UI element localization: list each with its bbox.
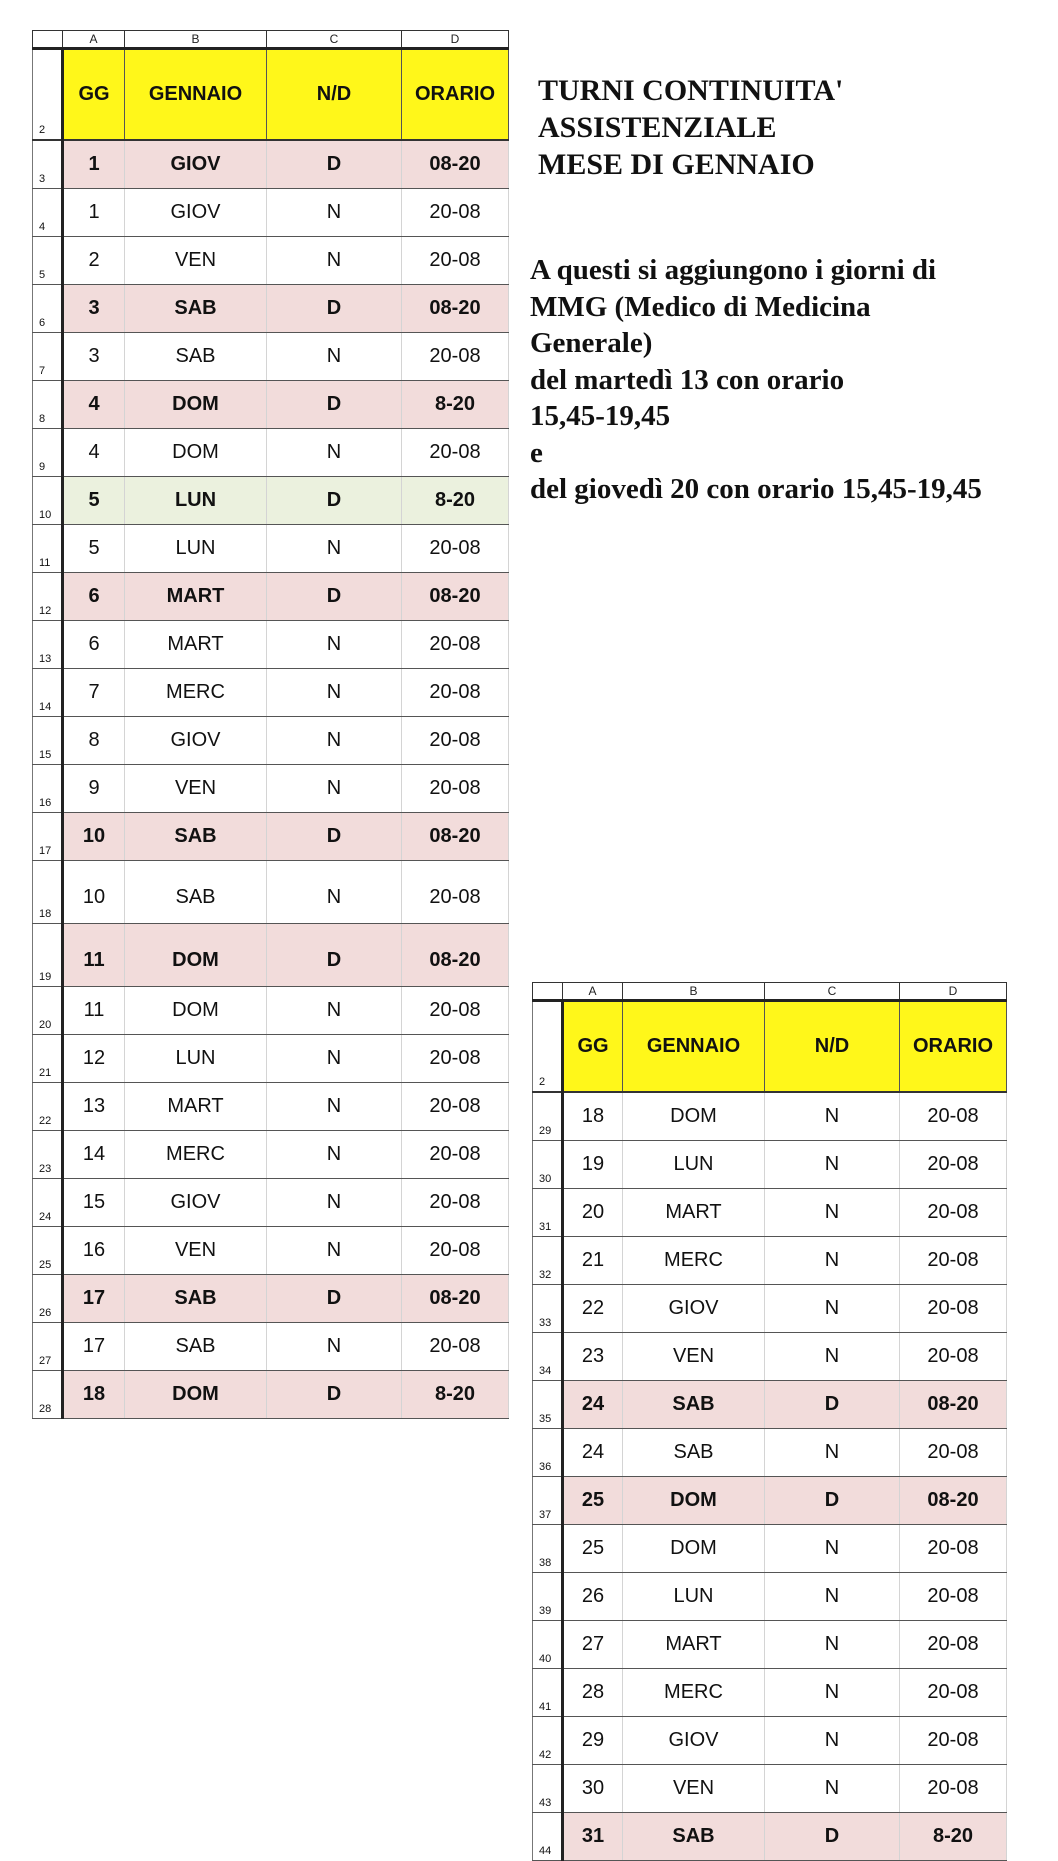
row-number: 43	[533, 1765, 563, 1813]
cell-day: VEN	[125, 765, 267, 813]
row-number: 3	[33, 140, 63, 189]
cell-nd: N	[267, 333, 402, 381]
cell-gg: 10	[63, 813, 125, 861]
row-number: 27	[33, 1323, 63, 1371]
row-number: 5	[33, 237, 63, 285]
cell-gg: 11	[63, 924, 125, 987]
title-line: MESE DI GENNAIO	[538, 148, 815, 181]
cell-gg: 12	[63, 1035, 125, 1083]
cell-gg: 7	[63, 669, 125, 717]
cell-orario: 20-08	[900, 1092, 1007, 1141]
cell-orario: 20-08	[402, 1179, 509, 1227]
cell-day: DOM	[623, 1092, 765, 1141]
cell-day: DOM	[623, 1525, 765, 1573]
row-number: 19	[33, 924, 63, 987]
cell-day: DOM	[125, 381, 267, 429]
cell-nd: N	[267, 669, 402, 717]
title-line: TURNI CONTINUITA'	[538, 74, 844, 107]
row-number: 38	[533, 1525, 563, 1573]
cell-gg: 21	[563, 1237, 623, 1285]
row-number: 23	[33, 1131, 63, 1179]
cell-gg: 3	[63, 285, 125, 333]
row-number: 2	[33, 49, 63, 141]
cell-orario: 20-08	[402, 1131, 509, 1179]
cell-gg: 31	[563, 1813, 623, 1861]
cell-gg: 30	[563, 1765, 623, 1813]
table-row	[533, 1477, 1007, 1525]
cell-nd: N	[267, 1131, 402, 1179]
shift-table-2	[532, 982, 1007, 1861]
table-row	[33, 381, 509, 429]
cell-orario: 20-08	[900, 1621, 1007, 1669]
cell-orario: 20-08	[402, 237, 509, 285]
header-gg: GG	[63, 49, 125, 141]
cell-gg: 2	[63, 237, 125, 285]
table-row	[33, 1131, 509, 1179]
col-letter: B	[623, 983, 765, 1001]
cell-gg: 19	[563, 1141, 623, 1189]
cell-orario: 20-08	[900, 1525, 1007, 1573]
note-line: del giovedì 20 con orario 15,45-19,45	[530, 473, 982, 505]
row-number: 20	[33, 987, 63, 1035]
cell-orario: 20-08	[900, 1189, 1007, 1237]
cell-gg: 13	[63, 1083, 125, 1131]
table-row	[33, 669, 509, 717]
table-row	[33, 765, 509, 813]
cell-day: GIOV	[623, 1717, 765, 1765]
cell-gg: 8	[63, 717, 125, 765]
column-letters-row	[533, 983, 1007, 1001]
cell-day: VEN	[125, 237, 267, 285]
table-row	[33, 1323, 509, 1371]
cell-orario: 20-08	[900, 1141, 1007, 1189]
cell-orario: 08-20	[900, 1477, 1007, 1525]
cell-nd: N	[267, 987, 402, 1035]
cell-nd: D	[267, 477, 402, 525]
column-letters-row	[33, 31, 509, 49]
title-line: ASSISTENZIALE	[538, 111, 777, 144]
cell-nd: N	[267, 525, 402, 573]
table-row	[33, 1083, 509, 1131]
cell-gg: 17	[63, 1323, 125, 1371]
header-orario: ORARIO	[900, 1001, 1007, 1093]
cell-nd: N	[765, 1669, 900, 1717]
table-row	[533, 1285, 1007, 1333]
cell-day: SAB	[623, 1381, 765, 1429]
col-letter: C	[765, 983, 900, 1001]
cell-gg: 4	[63, 429, 125, 477]
cell-orario: 8-20	[402, 1371, 509, 1419]
note-line: 15,45-19,45	[530, 400, 671, 432]
note-line: A questi si aggiungono i giorni di	[530, 254, 937, 286]
table-row	[33, 285, 509, 333]
cell-day: MART	[125, 621, 267, 669]
cell-nd: N	[267, 1179, 402, 1227]
cell-orario: 20-08	[402, 333, 509, 381]
cell-day: SAB	[125, 285, 267, 333]
cell-day: SAB	[623, 1813, 765, 1861]
cell-day: VEN	[125, 1227, 267, 1275]
header-orario: ORARIO	[402, 49, 509, 141]
table-row	[533, 1573, 1007, 1621]
cell-nd: N	[267, 765, 402, 813]
cell-day: LUN	[125, 1035, 267, 1083]
table-row	[33, 333, 509, 381]
cell-nd: N	[765, 1621, 900, 1669]
cell-day: GIOV	[125, 717, 267, 765]
cell-nd: N	[765, 1333, 900, 1381]
cell-gg: 16	[63, 1227, 125, 1275]
cell-orario: 20-08	[402, 765, 509, 813]
cell-nd: N	[765, 1141, 900, 1189]
table-row	[533, 1525, 1007, 1573]
cell-day: GIOV	[125, 140, 267, 189]
cell-gg: 5	[63, 525, 125, 573]
cell-day: SAB	[623, 1429, 765, 1477]
cell-day: VEN	[623, 1333, 765, 1381]
table-row	[33, 621, 509, 669]
cell-gg: 11	[63, 987, 125, 1035]
cell-gg: 24	[563, 1381, 623, 1429]
table-row	[33, 189, 509, 237]
row-number: 11	[33, 525, 63, 573]
cell-orario: 8-20	[402, 477, 509, 525]
table-row	[33, 924, 509, 987]
table-row	[533, 1333, 1007, 1381]
row-number: 2	[533, 1001, 563, 1093]
cell-gg: 20	[563, 1189, 623, 1237]
cell-orario: 20-08	[900, 1429, 1007, 1477]
table-row	[533, 1141, 1007, 1189]
row-number: 41	[533, 1669, 563, 1717]
cell-nd: N	[765, 1429, 900, 1477]
cell-orario: 20-08	[900, 1765, 1007, 1813]
cell-gg: 25	[563, 1477, 623, 1525]
row-number: 6	[33, 285, 63, 333]
cell-day: SAB	[125, 813, 267, 861]
cell-gg: 18	[563, 1092, 623, 1141]
cell-gg: 6	[63, 621, 125, 669]
col-letter: D	[900, 983, 1007, 1001]
cell-orario: 20-08	[402, 1083, 509, 1131]
header-gennaio: GENNAIO	[623, 1001, 765, 1093]
note-line: MMG (Medico di Medicina	[530, 290, 871, 323]
table-row	[533, 1381, 1007, 1429]
row-number: 26	[33, 1275, 63, 1323]
header-row	[533, 1001, 1007, 1093]
table-row	[33, 717, 509, 765]
row-number: 31	[533, 1189, 563, 1237]
cell-day: MERC	[623, 1669, 765, 1717]
cell-day: SAB	[125, 333, 267, 381]
cell-gg: 14	[63, 1131, 125, 1179]
table-row	[33, 429, 509, 477]
cell-orario: 8-20	[900, 1813, 1007, 1861]
corner-cell	[533, 983, 563, 1001]
cell-orario: 08-20	[402, 573, 509, 621]
cell-orario: 20-08	[402, 1227, 509, 1275]
row-number: 4	[33, 189, 63, 237]
cell-orario: 20-08	[900, 1237, 1007, 1285]
cell-nd: N	[267, 1035, 402, 1083]
cell-nd: N	[765, 1092, 900, 1141]
table-row	[33, 525, 509, 573]
cell-gg: 10	[63, 861, 125, 924]
cell-nd: D	[267, 285, 402, 333]
cell-day: MART	[623, 1621, 765, 1669]
cell-gg: 5	[63, 477, 125, 525]
header-nd: N/D	[267, 49, 402, 141]
cell-gg: 24	[563, 1429, 623, 1477]
cell-orario: 20-08	[900, 1333, 1007, 1381]
col-letter: B	[125, 31, 267, 49]
cell-gg: 6	[63, 573, 125, 621]
cell-day: GIOV	[623, 1285, 765, 1333]
row-number: 14	[33, 669, 63, 717]
row-number: 37	[533, 1477, 563, 1525]
cell-nd: N	[267, 189, 402, 237]
row-number: 30	[533, 1141, 563, 1189]
row-number: 21	[33, 1035, 63, 1083]
cell-orario: 20-08	[402, 429, 509, 477]
cell-day: MART	[623, 1189, 765, 1237]
cell-gg: 15	[63, 1179, 125, 1227]
row-number: 34	[533, 1333, 563, 1381]
cell-day: LUN	[125, 525, 267, 573]
col-letter: A	[63, 31, 125, 49]
cell-nd: N	[267, 861, 402, 924]
cell-gg: 4	[63, 381, 125, 429]
cell-orario: 08-20	[402, 1275, 509, 1323]
cell-day: MERC	[125, 669, 267, 717]
cell-nd: D	[267, 813, 402, 861]
row-number: 9	[33, 429, 63, 477]
table-row	[33, 1227, 509, 1275]
table-row	[33, 1275, 509, 1323]
cell-nd: N	[267, 429, 402, 477]
cell-day: SAB	[125, 861, 267, 924]
cell-orario: 20-08	[900, 1573, 1007, 1621]
row-number: 35	[533, 1381, 563, 1429]
table-row	[33, 1035, 509, 1083]
cell-day: GIOV	[125, 1179, 267, 1227]
cell-orario: 20-08	[402, 861, 509, 924]
mmg-note	[530, 252, 1055, 508]
row-number: 15	[33, 717, 63, 765]
row-number: 36	[533, 1429, 563, 1477]
row-number: 40	[533, 1621, 563, 1669]
header-gg: GG	[563, 1001, 623, 1093]
row-number: 39	[533, 1573, 563, 1621]
table-row	[33, 813, 509, 861]
cell-orario: 08-20	[402, 813, 509, 861]
cell-orario: 20-08	[402, 525, 509, 573]
sheet1-body	[33, 31, 509, 1419]
cell-nd: D	[267, 1371, 402, 1419]
cell-gg: 28	[563, 1669, 623, 1717]
cell-orario: 20-08	[402, 189, 509, 237]
cell-day: GIOV	[125, 189, 267, 237]
row-number: 16	[33, 765, 63, 813]
table-row	[33, 237, 509, 285]
table-row	[533, 1429, 1007, 1477]
row-number: 24	[33, 1179, 63, 1227]
table-row	[533, 1621, 1007, 1669]
cell-orario: 20-08	[402, 987, 509, 1035]
col-letter: D	[402, 31, 509, 49]
cell-orario: 20-08	[402, 1035, 509, 1083]
cell-day: DOM	[125, 924, 267, 987]
cell-day: MART	[125, 573, 267, 621]
table-row	[33, 1371, 509, 1419]
cell-nd: N	[765, 1525, 900, 1573]
cell-nd: N	[267, 1227, 402, 1275]
cell-nd: N	[765, 1765, 900, 1813]
note-line: e	[530, 436, 543, 469]
row-number: 25	[33, 1227, 63, 1275]
header-nd: N/D	[765, 1001, 900, 1093]
cell-day: DOM	[125, 987, 267, 1035]
row-number: 29	[533, 1092, 563, 1141]
cell-nd: D	[267, 1275, 402, 1323]
header-gennaio: GENNAIO	[125, 49, 267, 141]
cell-gg: 22	[563, 1285, 623, 1333]
table-row	[533, 1189, 1007, 1237]
cell-nd: D	[765, 1381, 900, 1429]
cell-day: SAB	[125, 1275, 267, 1323]
cell-gg: 1	[63, 140, 125, 189]
row-number: 12	[33, 573, 63, 621]
cell-day: VEN	[623, 1765, 765, 1813]
table-row	[33, 861, 509, 924]
table-row	[533, 1669, 1007, 1717]
row-number: 13	[33, 621, 63, 669]
note-line: Generale)	[530, 327, 653, 359]
cell-nd: D	[267, 140, 402, 189]
row-number: 10	[33, 477, 63, 525]
table-row	[533, 1237, 1007, 1285]
cell-day: MERC	[125, 1131, 267, 1179]
page-title	[538, 72, 843, 183]
cell-orario: 8-20	[402, 381, 509, 429]
cell-day: DOM	[125, 1371, 267, 1419]
cell-day: DOM	[125, 429, 267, 477]
row-number: 18	[33, 861, 63, 924]
cell-nd: D	[765, 1813, 900, 1861]
cell-orario: 08-20	[900, 1381, 1007, 1429]
cell-orario: 20-08	[900, 1669, 1007, 1717]
row-number: 28	[33, 1371, 63, 1419]
cell-gg: 17	[63, 1275, 125, 1323]
col-letter: A	[563, 983, 623, 1001]
cell-day: LUN	[623, 1141, 765, 1189]
row-number: 7	[33, 333, 63, 381]
cell-gg: 29	[563, 1717, 623, 1765]
header-row	[33, 49, 509, 141]
cell-nd: D	[267, 924, 402, 987]
cell-nd: D	[765, 1477, 900, 1525]
note-line: del martedì 13 con orario	[530, 363, 845, 396]
row-number: 32	[533, 1237, 563, 1285]
cell-orario: 08-20	[402, 924, 509, 987]
shift-table-1	[32, 30, 509, 1419]
cell-nd: N	[267, 1083, 402, 1131]
cell-orario: 20-08	[402, 1323, 509, 1371]
row-number: 17	[33, 813, 63, 861]
cell-day: DOM	[623, 1477, 765, 1525]
cell-gg: 27	[563, 1621, 623, 1669]
col-letter: C	[267, 31, 402, 49]
cell-orario: 20-08	[402, 669, 509, 717]
cell-orario: 20-08	[900, 1717, 1007, 1765]
cell-gg: 18	[63, 1371, 125, 1419]
row-number: 42	[533, 1717, 563, 1765]
table-row	[533, 1717, 1007, 1765]
row-number: 22	[33, 1083, 63, 1131]
table-row	[533, 1092, 1007, 1141]
table-row	[33, 477, 509, 525]
cell-day: LUN	[623, 1573, 765, 1621]
cell-nd: N	[765, 1573, 900, 1621]
cell-nd: N	[765, 1189, 900, 1237]
row-number: 8	[33, 381, 63, 429]
table-row	[33, 1179, 509, 1227]
cell-gg: 25	[563, 1525, 623, 1573]
cell-nd: D	[267, 381, 402, 429]
cell-nd: N	[765, 1285, 900, 1333]
table-row	[33, 987, 509, 1035]
cell-gg: 23	[563, 1333, 623, 1381]
sheet2-body	[533, 983, 1007, 1861]
cell-orario: 08-20	[402, 285, 509, 333]
row-number: 44	[533, 1813, 563, 1861]
cell-orario: 08-20	[402, 140, 509, 189]
cell-nd: D	[267, 573, 402, 621]
cell-gg: 1	[63, 189, 125, 237]
cell-gg: 26	[563, 1573, 623, 1621]
cell-nd: N	[267, 237, 402, 285]
cell-day: MART	[125, 1083, 267, 1131]
cell-nd: N	[267, 621, 402, 669]
cell-gg: 9	[63, 765, 125, 813]
table-row	[33, 140, 509, 189]
cell-nd: N	[267, 717, 402, 765]
cell-day: LUN	[125, 477, 267, 525]
cell-gg: 3	[63, 333, 125, 381]
cell-day: SAB	[125, 1323, 267, 1371]
cell-nd: N	[765, 1717, 900, 1765]
corner-cell	[33, 31, 63, 49]
cell-day: MERC	[623, 1237, 765, 1285]
cell-nd: N	[765, 1237, 900, 1285]
cell-orario: 20-08	[402, 717, 509, 765]
table-row	[533, 1813, 1007, 1861]
table-row	[533, 1765, 1007, 1813]
row-number: 33	[533, 1285, 563, 1333]
table-row	[33, 573, 509, 621]
cell-orario: 20-08	[900, 1285, 1007, 1333]
cell-nd: N	[267, 1323, 402, 1371]
cell-orario: 20-08	[402, 621, 509, 669]
